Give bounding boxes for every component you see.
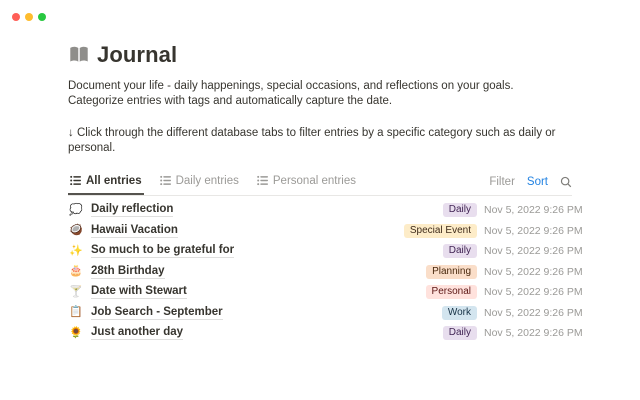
entry-tag-column (352, 326, 477, 340)
search-icon[interactable] (560, 176, 572, 188)
tab-all-entries[interactable] (68, 175, 144, 195)
entry-tag-column (352, 224, 477, 238)
entry-date: Nov 5, 2022 9:26 PM (484, 204, 583, 217)
filter-button[interactable]: Filter (489, 175, 515, 188)
entries-list (68, 200, 583, 344)
tag-badge: Personal (426, 285, 477, 299)
entry-date: Nov 5, 2022 9:26 PM (484, 306, 583, 319)
entry-emoji-icon: 🍸 (69, 285, 83, 298)
entry-date: Nov 5, 2022 9:26 PM (484, 245, 583, 258)
zoom-window-button[interactable] (38, 13, 46, 21)
entry-row[interactable] (68, 241, 583, 262)
entry-tag-column (352, 265, 477, 279)
page-header (68, 42, 572, 68)
entry-emoji-icon: 🌻 (69, 326, 83, 339)
minimize-window-button[interactable] (25, 13, 33, 21)
entry-date: Nov 5, 2022 9:26 PM (484, 224, 583, 237)
entry-tag-column (352, 244, 477, 258)
entry-title[interactable]: Job Search - September (91, 305, 223, 318)
entry-row[interactable] (68, 262, 583, 283)
list-view-icon (257, 175, 268, 186)
tab-daily-entries[interactable] (158, 175, 241, 195)
entry-emoji-icon: ✨ (69, 244, 83, 257)
entry-tag-column (352, 306, 477, 320)
tag-badge: Daily (443, 326, 477, 340)
window-controls (12, 13, 46, 21)
list-view-icon (160, 175, 171, 186)
page-title: Journal (97, 42, 178, 67)
tag-badge: Daily (443, 244, 477, 258)
entry-title[interactable]: So much to be grateful for (91, 244, 235, 257)
list-view-icon (70, 175, 81, 186)
tab-personal-entries[interactable] (255, 175, 358, 195)
entry-date: Nov 5, 2022 9:26 PM (484, 327, 583, 340)
entry-emoji-icon: 🎂 (69, 265, 83, 278)
tag-badge: Special Event (404, 224, 477, 238)
entry-row[interactable] (68, 323, 583, 344)
entry-tag-column (352, 285, 477, 299)
entry-emoji-icon: 💭 (69, 203, 83, 216)
entry-row[interactable] (68, 200, 583, 221)
entry-emoji-icon: 📋 (69, 306, 83, 319)
entry-title[interactable]: Date with Stewart (91, 285, 187, 298)
tag-badge: Daily (443, 203, 477, 217)
entry-tag-column (352, 203, 477, 217)
entry-title[interactable]: Hawaii Vacation (91, 223, 178, 236)
entry-row[interactable] (68, 303, 583, 324)
entry-row[interactable] (68, 282, 583, 303)
database-toolbar (489, 176, 572, 194)
entry-title[interactable]: Daily reflection (91, 203, 174, 216)
close-window-button[interactable] (12, 13, 20, 21)
page-description (68, 79, 572, 109)
entry-row[interactable] (68, 221, 583, 242)
tab-label: All entries (86, 174, 142, 187)
open-book-icon (68, 44, 90, 66)
tag-badge: Planning (426, 265, 477, 279)
description-line-2: Categorize entries with tags and automatically capture the date. (68, 95, 393, 107)
description-line-1: Document your life - daily happenings, special occasions, and reflections on your goals. (68, 80, 514, 92)
entry-emoji-icon: 🥥 (69, 224, 83, 237)
tab-label: Personal entries (272, 174, 356, 187)
entry-date: Nov 5, 2022 9:26 PM (484, 265, 583, 278)
tab-label: Daily entries (175, 174, 239, 187)
database-tab-bar (68, 172, 572, 196)
page-content (68, 42, 583, 344)
sort-button[interactable]: Sort (526, 175, 548, 188)
entry-date: Nov 5, 2022 9:26 PM (484, 286, 583, 299)
tag-badge: Work (442, 306, 477, 320)
entry-title[interactable]: 28th Birthday (91, 264, 165, 277)
entry-title[interactable]: Just another day (91, 326, 184, 339)
tip-text: ↓ Click through the different database tabs to filter entries by a specific category such as daily or personal. (68, 127, 556, 154)
